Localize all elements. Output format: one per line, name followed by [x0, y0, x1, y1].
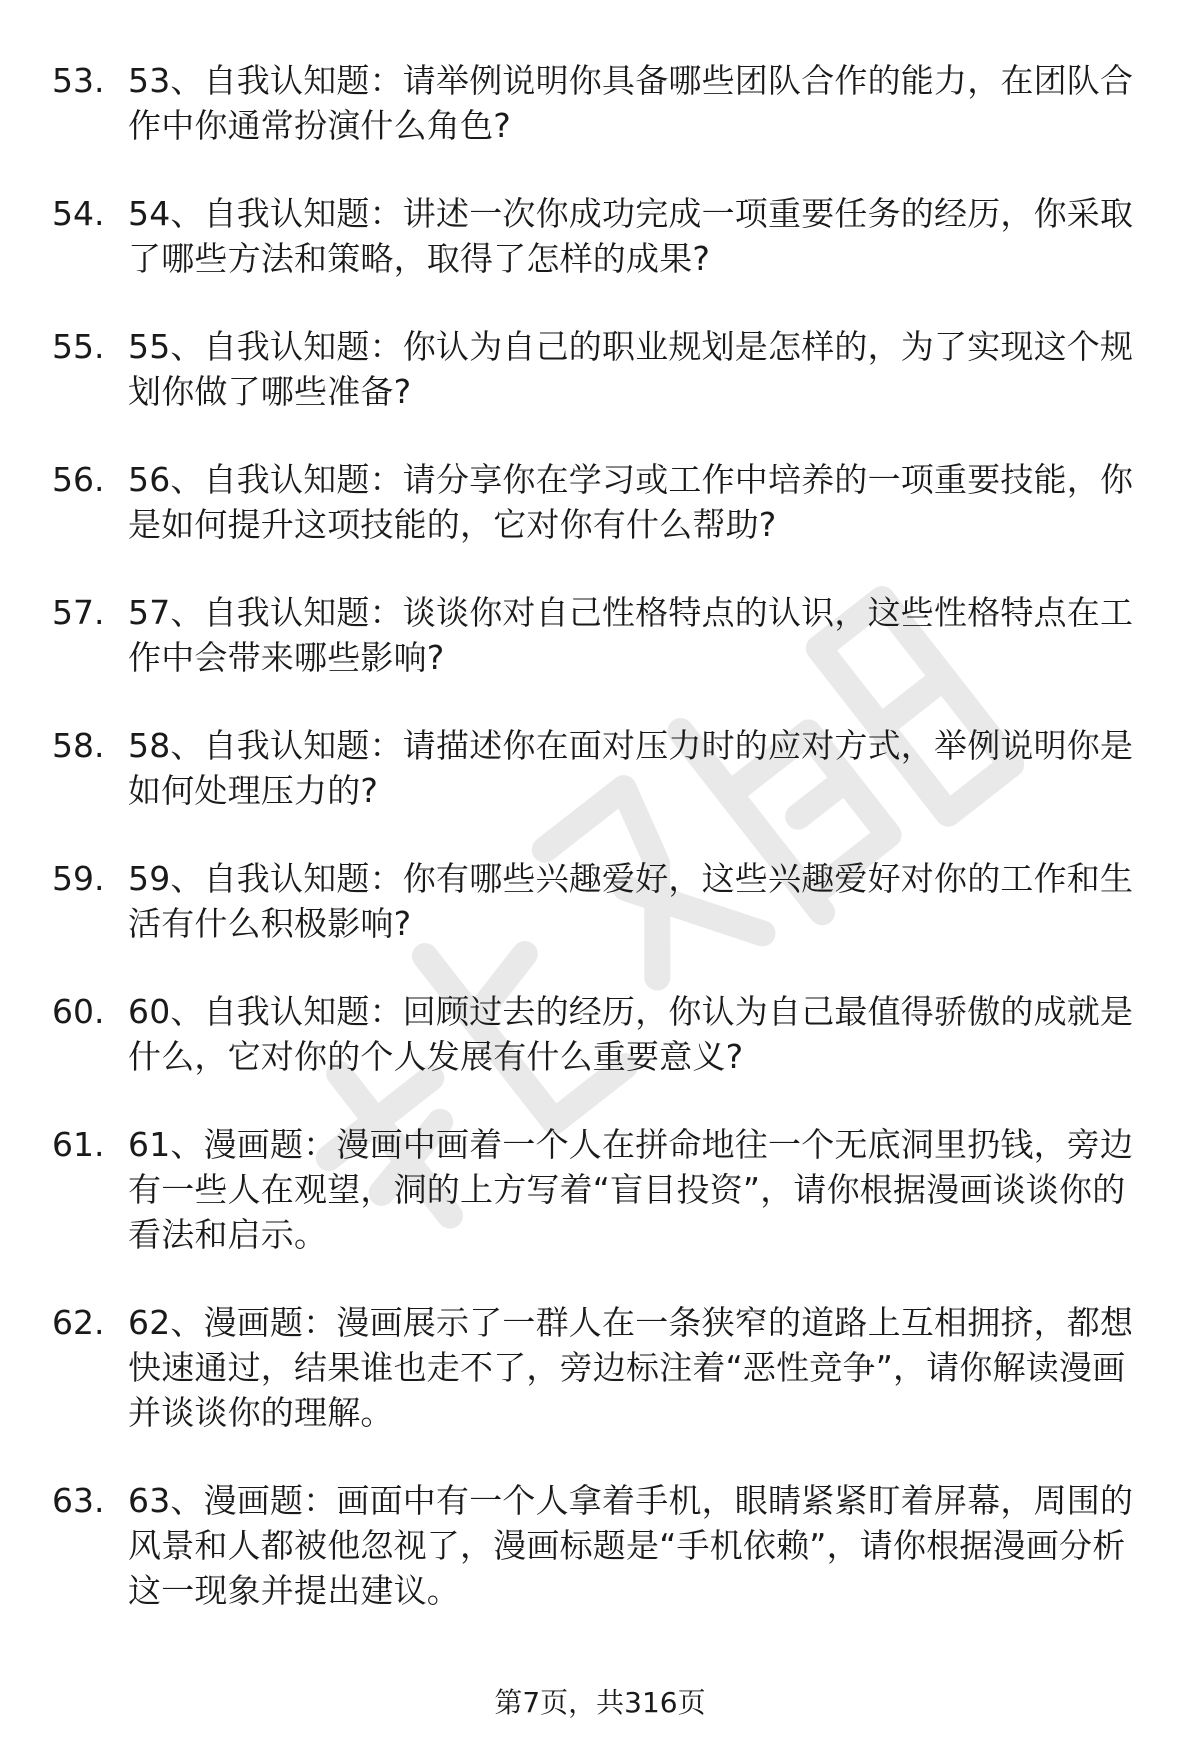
question-number: 56.: [52, 460, 105, 499]
question-item: [52, 723, 1152, 813]
question-text: 58、自我认知题：请描述你在面对压力时的应对方式，举例说明你是如何处理压力的?: [128, 726, 1134, 810]
question-number: 58.: [52, 726, 105, 765]
question-text: 54、自我认知题：讲述一次你成功完成一项重要任务的经历，你采取了哪些方法和策略，取得了怎样的成果?: [128, 194, 1134, 278]
question-text: 56、自我认知题：请分享你在学习或工作中培养的一项重要技能，你是如何提升这项技能的，它对你有什么帮助?: [128, 460, 1134, 544]
question-number: 61.: [52, 1125, 105, 1164]
question-item: [52, 989, 1152, 1079]
question-item: [52, 457, 1152, 547]
question-text: 57、自我认知题：谈谈你对自己性格特点的认识，这些性格特点在工作中会带来哪些影响?: [128, 593, 1134, 677]
question-item: [52, 1478, 1152, 1613]
page-footer: 第7页，共316页: [494, 1686, 706, 1719]
question-text: 59、自我认知题：你有哪些兴趣爱好，这些兴趣爱好对你的工作和生活有什么积极影响?: [128, 859, 1134, 943]
question-number: 63.: [52, 1481, 105, 1520]
question-number: 55.: [52, 327, 105, 366]
question-item: [52, 856, 1152, 946]
question-number: 60.: [52, 992, 105, 1031]
question-item: [52, 1122, 1152, 1257]
question-number: 62.: [52, 1303, 105, 1342]
question-item: [52, 1300, 1152, 1435]
question-item: [52, 324, 1152, 414]
question-number: 59.: [52, 859, 105, 898]
question-number: 54.: [52, 194, 105, 233]
question-text: 55、自我认知题：你认为自己的职业规划是怎样的，为了实现这个规划你做了哪些准备?: [128, 327, 1134, 411]
question-text: 62、漫画题：漫画展示了一群人在一条狭窄的道路上互相拥挤，都想快速通过，结果谁也走不了，旁边标注着“恶性竞争”，请你解读漫画并谈谈你的理解。: [128, 1303, 1134, 1432]
question-item: [52, 58, 1152, 148]
question-item: [52, 191, 1152, 281]
question-text: 60、自我认知题：回顾过去的经历，你认为自己最值得骄傲的成就是什么，它对你的个人发展有什么重要意义?: [128, 992, 1134, 1076]
question-text: 63、漫画题：画面中有一个人拿着手机，眼睛紧紧盯着屏幕，周围的风景和人都被他忽视了，漫画标题是“手机依赖”，请你根据漫画分析这一现象并提出建议。: [128, 1481, 1134, 1610]
question-text: 53、自我认知题：请举例说明你具备哪些团队合作的能力，在团队合作中你通常扮演什么角色?: [128, 61, 1134, 145]
question-number: 57.: [52, 593, 105, 632]
question-list: [52, 58, 1152, 1613]
question-item: [52, 590, 1152, 680]
question-text: 61、漫画题：漫画中画着一个人在拼命地往一个无底洞里扔钱，旁边有一些人在观望，洞的上方写着“盲目投资”，请你根据漫画谈谈你的看法和启示。: [128, 1125, 1134, 1254]
question-number: 53.: [52, 61, 105, 100]
